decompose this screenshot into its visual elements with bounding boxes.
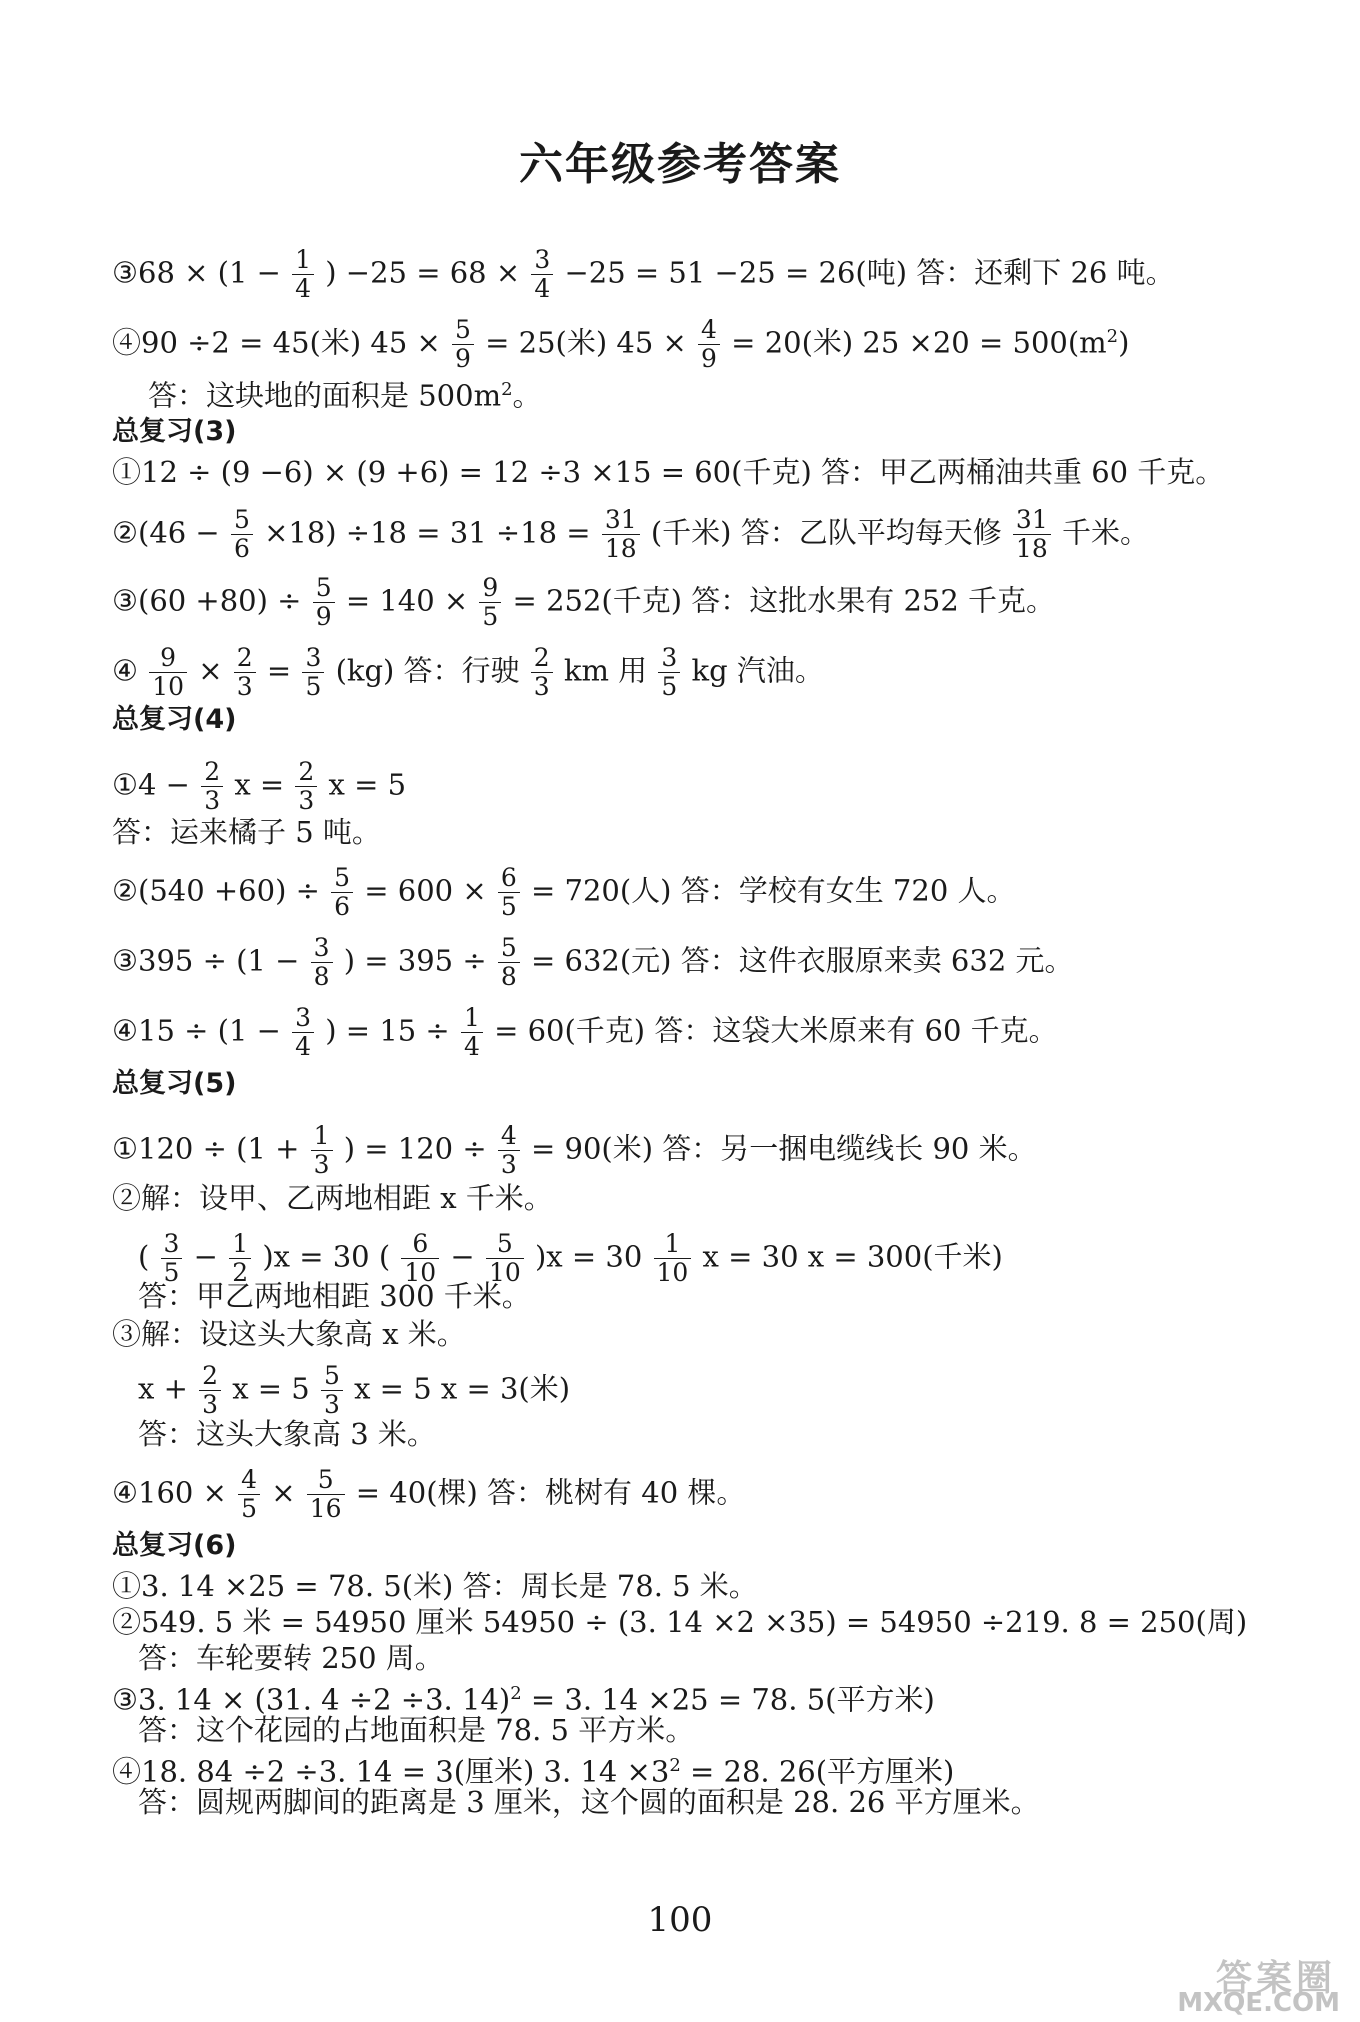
- page-title: 六年级参考答案: [519, 139, 841, 190]
- item-marker: ②: [112, 873, 138, 908]
- fraction: $\frac{3}{5}$: [302, 644, 324, 701]
- answer-statement: 答：甲乙两地相距 300 千米。: [138, 1279, 531, 1313]
- answer-statement: 答：运来橘子 5 吨。: [112, 815, 381, 849]
- fraction: $\frac{31}{18}$: [1013, 506, 1051, 563]
- fraction: $\frac{4}{5}$: [238, 1466, 260, 1523]
- section-heading-4: 总复习(4): [112, 704, 237, 735]
- fraction: $\frac{5}{6}$: [231, 506, 253, 563]
- item-marker: ④: [112, 325, 142, 360]
- answer-line: ④ $\frac{9}{10}$ × $\frac{2}{3}$ = $\frac{3}{5}$ (kg) 答：行驶 $\frac{2}{3}$ km 用 $\frac{3}{5}$ kg 汽油。: [112, 643, 824, 701]
- fraction: $\frac{1}{4}$: [461, 1004, 483, 1061]
- answer-line: ③395 ÷ (1 − $\frac{3}{8}$ ) = 395 ÷ $\frac{5}{8}$ = 632(元) 答：这件衣服原来卖 632 元。: [112, 933, 1074, 991]
- fraction: $\frac{3}{8}$: [311, 934, 333, 991]
- watermark-logo: 答案圈: [1215, 1958, 1336, 1999]
- fraction: $\frac{2}{3}$: [199, 1362, 221, 1419]
- section-heading-3: 总复习(3): [112, 416, 237, 447]
- section-heading-5: 总复习(5): [112, 1068, 237, 1099]
- page-number: 100: [647, 1900, 713, 1940]
- fraction: $\frac{3}{4}$: [292, 1004, 314, 1061]
- answer-line: ③3. 14 × (31. 4 ÷2 ÷3. 14)$^2$ = 3. 14 ×25 = 78. 5(平方米): [112, 1682, 935, 1717]
- answer-line: ①4 − $\frac{2}{3}$ x = $\frac{2}{3}$ x = 5: [112, 757, 407, 815]
- fraction: $\frac{1}{3}$: [311, 1122, 333, 1179]
- item-marker: ①: [112, 767, 138, 802]
- answer-line: ④18. 84 ÷2 ÷3. 14 = 3(厘米) 3. $14 \times 3^2 = 28$. 26(平方厘米): [112, 1754, 955, 1789]
- answer-line: ④15 ÷ (1 − $\frac{3}{4}$ ) = 15 ÷ $\frac{1}{4}$ = 60(千克) 答：这袋大米原来有 60 千克。: [112, 1003, 1058, 1061]
- answer-line: ③解：设这头大象高 x 米。: [112, 1317, 466, 1351]
- answer-statement: 答：这个花园的占地面积是 78. 5 平方米。: [138, 1713, 695, 1747]
- fraction: $\frac{5}{10}$: [486, 1230, 524, 1287]
- answer-line: ②549. 5 米 = 54950 厘米 54950 ÷ (3. 14 ×2 ×35) = 54950 ÷219. 8 = 250(周): [112, 1605, 1248, 1639]
- equation-line: x + $\frac{2}{3}$ x = 5 $\frac{5}{3}$ x = 5 x = 3(米): [138, 1361, 571, 1419]
- fraction: $\frac{5}{16}$: [307, 1466, 345, 1523]
- fraction: $\frac{5}{6}$: [331, 864, 353, 921]
- watermark-url: MXQE.COM: [1177, 1988, 1340, 2018]
- item-marker: ②: [112, 515, 138, 550]
- fraction: $\frac{31}{18}$: [602, 506, 640, 563]
- fraction: $\frac{3}{5}$: [161, 1230, 183, 1287]
- answer-statement: 答：这块地的面积是 $500m^2$。: [148, 378, 542, 413]
- fraction: $\frac{6}{10}$: [401, 1230, 439, 1287]
- item-marker: ④: [112, 653, 138, 688]
- watermark: [1136, 1950, 1346, 2020]
- answer-line: ④160 × $\frac{4}{5}$ × $\frac{5}{16}$ = 40(棵) 答：桃树有 40 棵。: [112, 1465, 746, 1523]
- answer-line: ④90 ÷2 = 45(米) 45 × $\frac{5}{9}$ = 25(米) 45 × $\frac{4}{9}$ = 20(米) $25 \times 20 = 500(m^2)$: [112, 315, 1130, 373]
- answer-statement: 答：车轮要转 250 周。: [138, 1641, 444, 1675]
- item-marker: ③: [112, 943, 138, 978]
- fraction: $\frac{4}{9}$: [698, 316, 720, 373]
- answer-line: ②解：设甲、乙两地相距 x 千米。: [112, 1181, 553, 1215]
- fraction: $\frac{3}{5}$: [658, 644, 680, 701]
- answer-statement: 答：圆规两脚间的距离是 3 厘米，这个圆的面积是 28. 26 平方厘米。: [138, 1785, 1040, 1819]
- fraction: $\frac{5}{3}$: [321, 1362, 343, 1419]
- fraction: $\frac{9}{5}$: [479, 574, 501, 631]
- item-marker: ④: [112, 1013, 138, 1048]
- answer-line: ③68 × (1 − $\frac{1}{4}$ ) −25 = 68 × $\frac{3}{4}$ −25 = 51 −25 = 26(吨) 答：还剩下 26 吨。: [112, 245, 1175, 303]
- item-marker: ③: [112, 255, 138, 290]
- fraction: $\frac{5}{9}$: [313, 574, 335, 631]
- fraction: $\frac{2}{3}$: [234, 644, 256, 701]
- item-marker: ③: [112, 583, 138, 618]
- fraction: $\frac{2}{3}$: [531, 644, 553, 701]
- answer-line: ①120 ÷ (1 + $\frac{1}{3}$ ) = 120 ÷ $\frac{4}{3}$ = 90(米) 答：另一捆电缆线长 90 米。: [112, 1121, 1037, 1179]
- answer-line: ①12 ÷ (9 −6) × (9 +6) = 12 ÷3 ×15 = 60(千克) 答：甲乙两桶油共重 60 千克。: [112, 455, 1225, 489]
- item-marker: ④: [112, 1475, 138, 1510]
- fraction: $\frac{1}{4}$: [292, 246, 314, 303]
- fraction: $\frac{2}{3}$: [201, 758, 223, 815]
- fraction: $\frac{2}{3}$: [295, 758, 317, 815]
- section-heading-6: 总复习(6): [112, 1530, 237, 1561]
- answer-line: ②(46 − $\frac{5}{6}$ ×18) ÷18 = 31 ÷18 = $\frac{31}{18}$ (千米) 答：乙队平均每天修 $\frac{31}{18}$ 千米。: [112, 505, 1149, 563]
- answer-line: ①3. 14 ×25 = 78. 5(米) 答：周长是 78. 5 米。: [112, 1569, 758, 1603]
- fraction: $\frac{5}{8}$: [498, 934, 520, 991]
- fraction: $\frac{5}{9}$: [452, 316, 474, 373]
- equation-line: ( $\frac{3}{5}$ − $\frac{1}{2}$ )x = 30 ( $\frac{6}{10}$ − $\frac{5}{10}$ )x = 30 $\frac{1}{10}$ x = 30 x = 300(千米): [138, 1229, 1003, 1287]
- item-marker: ①: [112, 1131, 138, 1166]
- answer-line: ②(540 +60) ÷ $\frac{5}{6}$ = 600 × $\frac{6}{5}$ = 720(人) 答：学校有女生 720 人。: [112, 863, 1016, 921]
- fraction: $\frac{9}{10}$: [149, 644, 187, 701]
- fraction: $\frac{1}{2}$: [229, 1230, 251, 1287]
- fraction: $\frac{4}{3}$: [498, 1122, 520, 1179]
- answer-statement: 答：这头大象高 3 米。: [138, 1417, 436, 1451]
- fraction: $\frac{3}{4}$: [531, 246, 553, 303]
- fraction: $\frac{6}{5}$: [498, 864, 520, 921]
- fraction: $\frac{1}{10}$: [654, 1230, 692, 1287]
- answer-line: ③(60 +80) ÷ $\frac{5}{9}$ = 140 × $\frac{9}{5}$ = 252(千克) 答：这批水果有 252 千克。: [112, 573, 1056, 631]
